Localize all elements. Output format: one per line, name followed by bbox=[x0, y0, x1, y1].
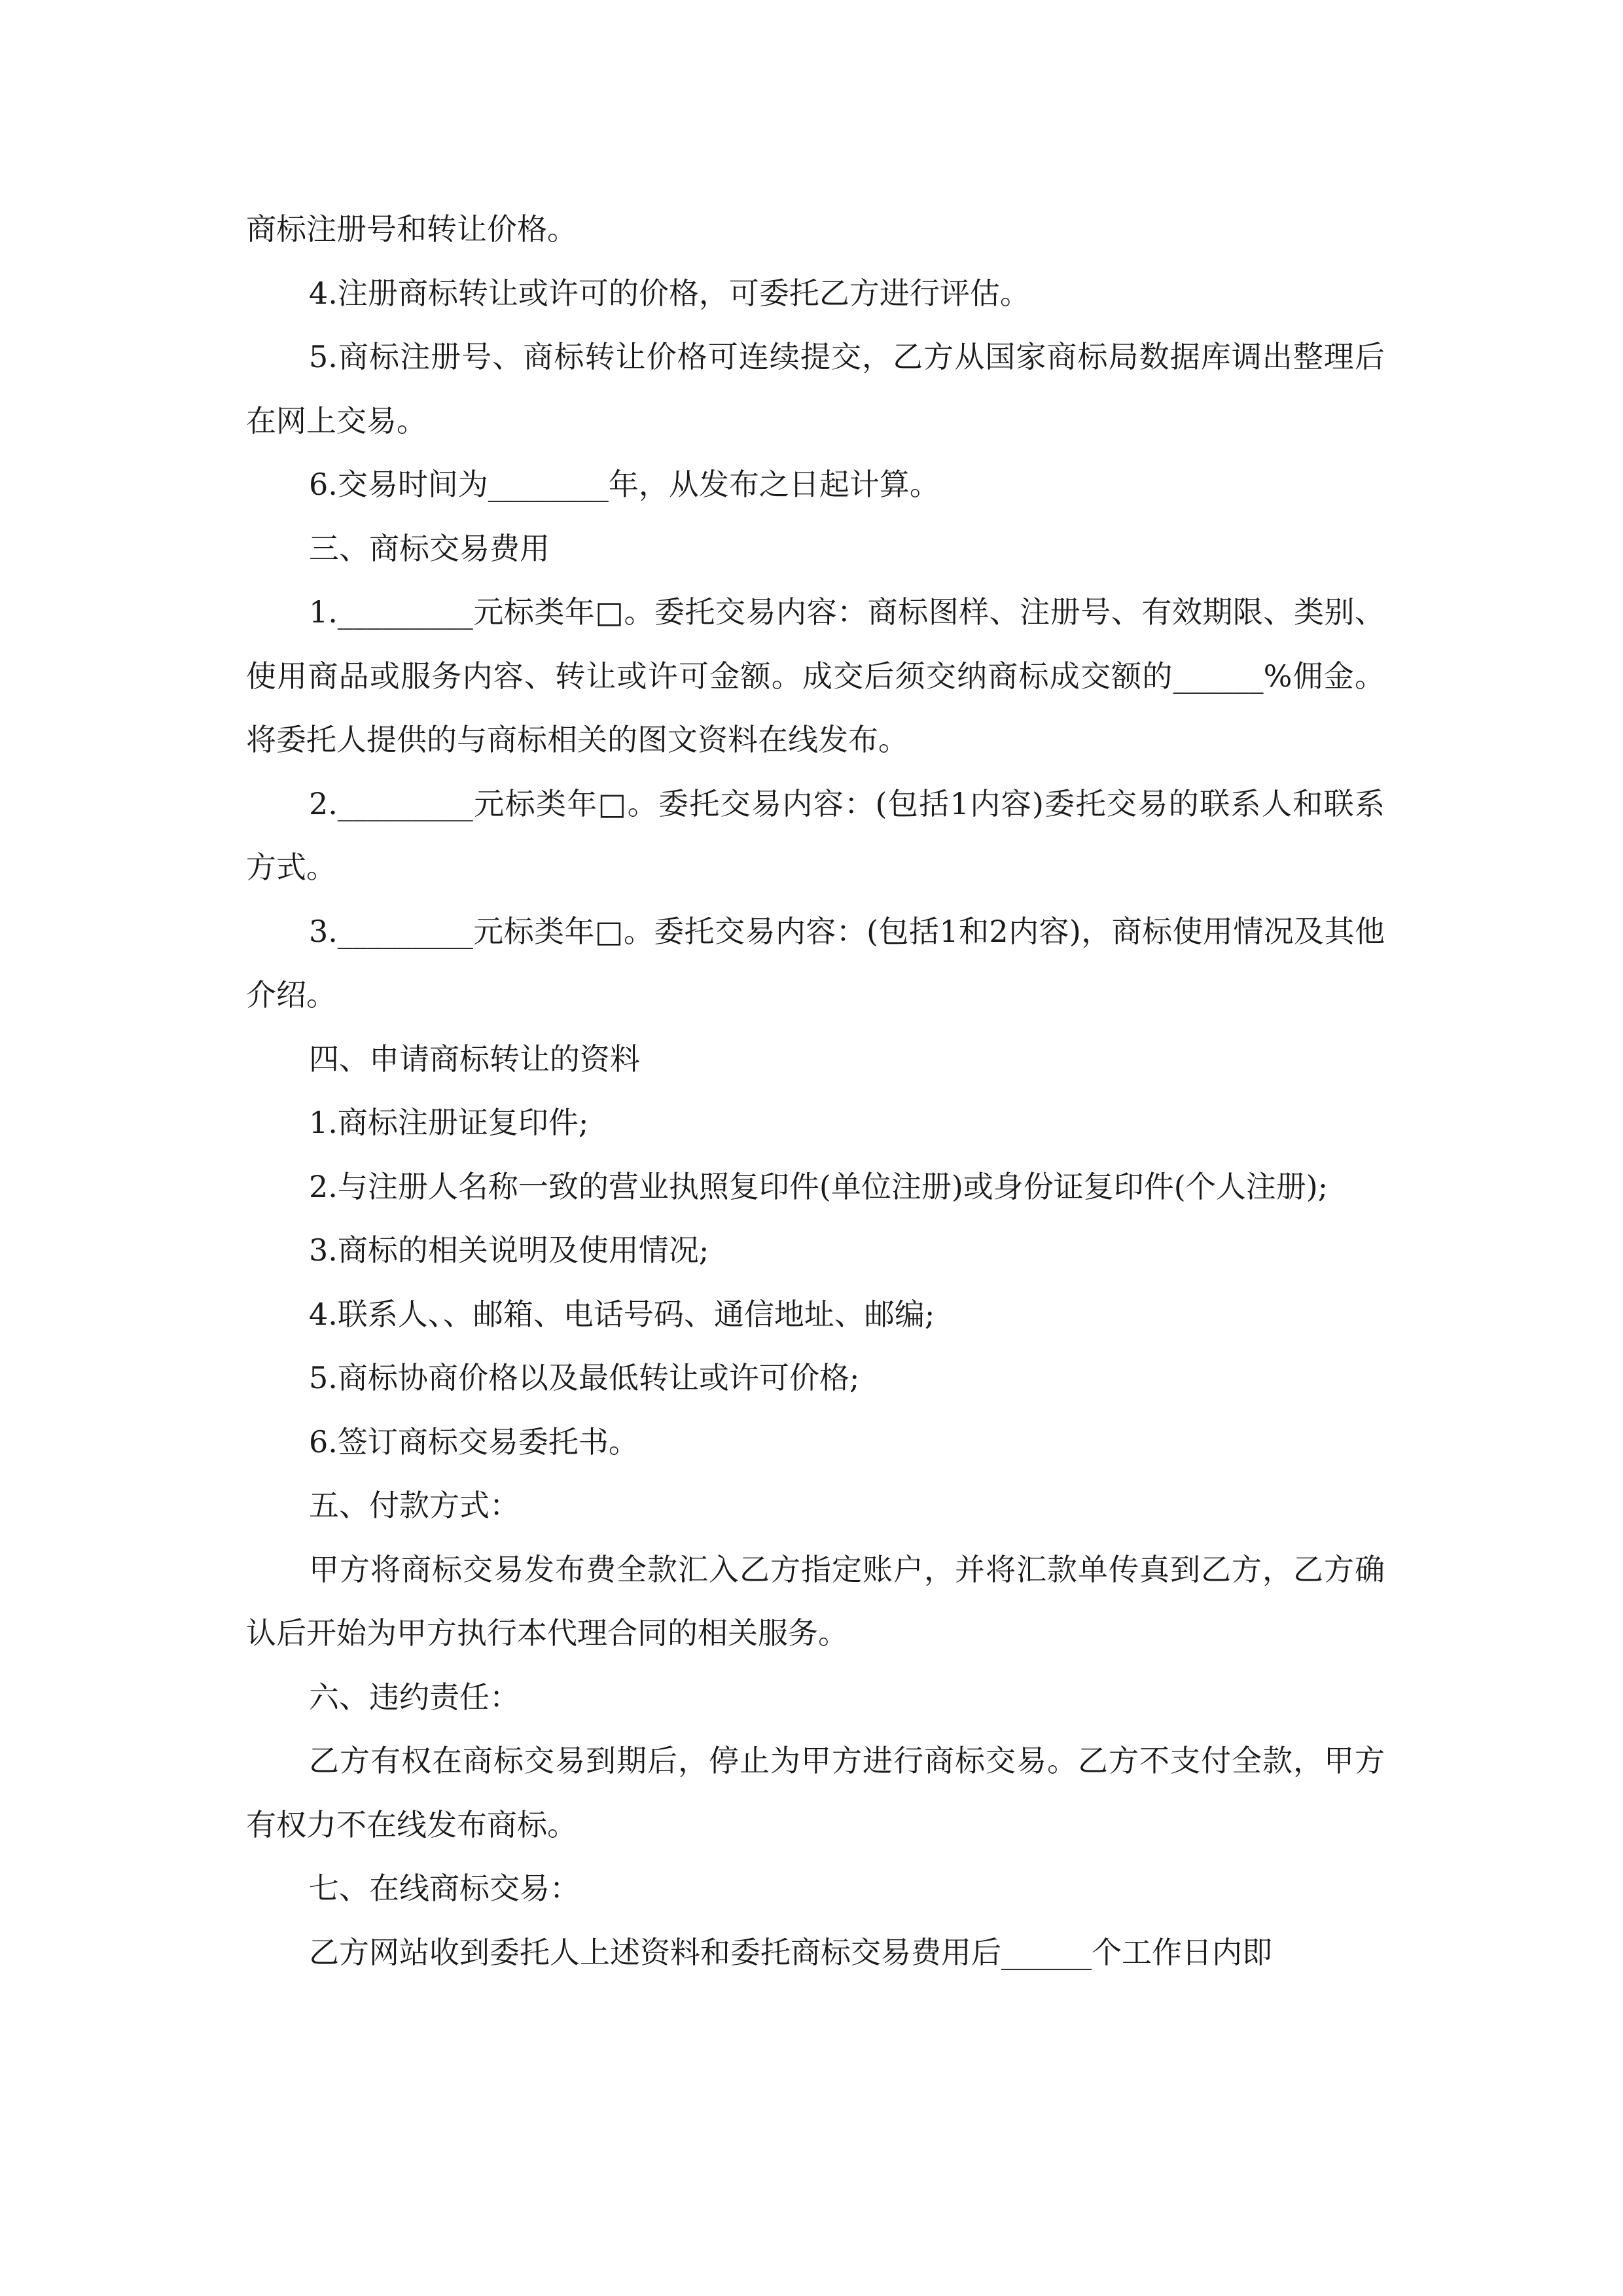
online-trade-paragraph: 乙方网站收到委托人上述资料和委托商标交易费用后______个工作日内即 bbox=[309, 1934, 1272, 1970]
fee-item-1: 1._________元标类年□。委托交易内容：商标图样、注册号、有效期限、类别、使用商品或服务内容、转让或许可金额。成交后须交纳商标成交额的______%佣金。将委托人提供的与商标相关的图文资料在线发布。 bbox=[246, 594, 1385, 757]
section-heading-4: 四、申请商标转让的资料 bbox=[309, 1041, 640, 1077]
material-item-6: 6.签订商标交易委托书。 bbox=[309, 1424, 639, 1460]
paragraph-item-4: 4.注册商标转让或许可的价格，可委托乙方进行评估。 bbox=[309, 275, 1030, 311]
paragraph-continuation: 商标注册号和转让价格。 bbox=[246, 211, 577, 247]
section-heading-3: 三、商标交易费用 bbox=[309, 530, 550, 566]
section-heading-5: 五、付款方式： bbox=[309, 1488, 520, 1523]
material-item-2: 2.与注册人名称一致的营业执照复印件(单位注册)或身份证复印件(个人注册); bbox=[309, 1168, 1329, 1204]
material-item-3: 3.商标的相关说明及使用情况; bbox=[309, 1232, 709, 1268]
material-item-5: 5.商标协商价格以及最低转让或许可价格; bbox=[309, 1360, 860, 1395]
fee-item-3: 3._________元标类年□。委托交易内容：(包括1和2内容)，商标使用情况及其他介绍。 bbox=[246, 913, 1385, 1013]
section-heading-6: 六、违约责任： bbox=[309, 1679, 520, 1715]
fee-item-2: 2._________元标类年□。委托交易内容：(包括1内容)委托交易的联系人和联系方式。 bbox=[246, 785, 1385, 885]
section-heading-7: 七、在线商标交易： bbox=[309, 1871, 580, 1906]
liability-paragraph: 乙方有权在商标交易到期后，停止为甲方进行商标交易。乙方不支付全款，甲方有权力不在线发布商标。 bbox=[246, 1743, 1385, 1842]
paragraph-item-5: 5.商标注册号、商标转让价格可连续提交，乙方从国家商标局数据库调出整理后在网上交易。 bbox=[246, 339, 1385, 439]
payment-paragraph: 甲方将商标交易发布费全款汇入乙方指定账户，并将汇款单传真到乙方，乙方确认后开始为甲方执行本代理合同的相关服务。 bbox=[246, 1551, 1385, 1651]
paragraph-item-6: 6.交易时间为________年，从发布之日起计算。 bbox=[309, 467, 940, 502]
document-body bbox=[246, 198, 1385, 1984]
material-item-1: 1.商标注册证复印件; bbox=[309, 1105, 589, 1140]
material-item-4: 4.联系人、、邮箱、电话号码、通信地址、邮编; bbox=[309, 1296, 935, 1332]
